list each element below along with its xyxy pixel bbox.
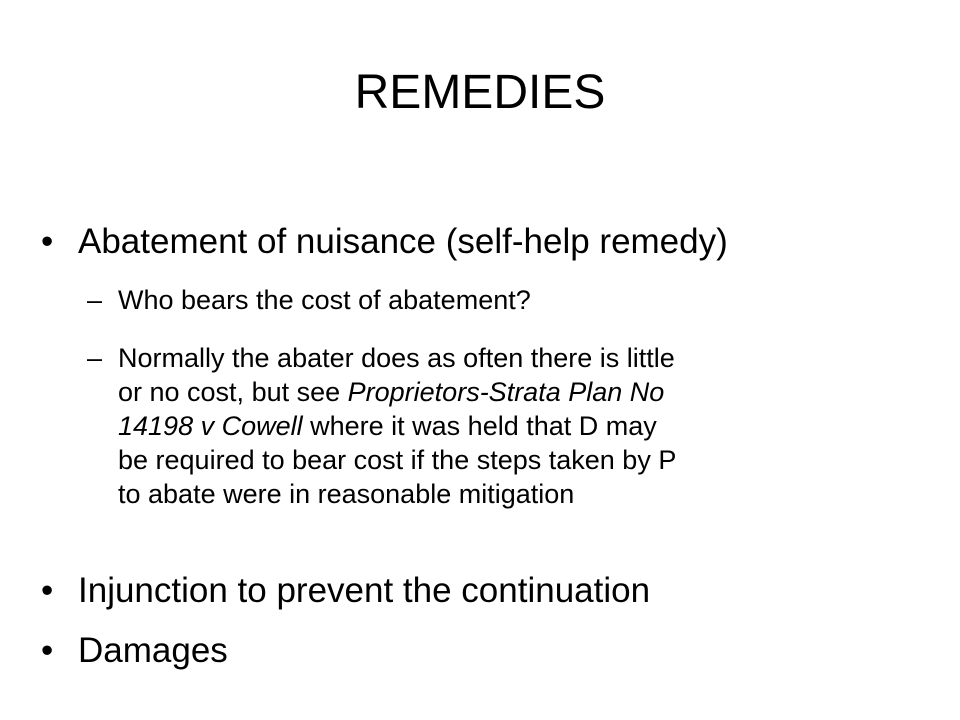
slide-title: REMEDIES xyxy=(354,66,606,119)
bullet-item-injunction xyxy=(41,571,651,611)
bullet-point-icon: • xyxy=(41,631,54,670)
sub-item-line-2 xyxy=(118,375,908,409)
sub-item-text: to abate were in reasonable mitigation xyxy=(118,479,575,509)
sub-item-text: Normally the abater does as often there is little xyxy=(118,343,675,373)
sub-item-text: Who bears the cost of abatement? xyxy=(118,285,531,315)
dash-icon: – xyxy=(87,343,103,373)
sub-item-text: or no cost, but see xyxy=(118,377,348,407)
case-name-italic: 14198 v Cowell xyxy=(118,411,303,441)
sub-item-normally-abater xyxy=(87,341,908,511)
sub-item-cost-question xyxy=(87,283,531,317)
sub-item-line-3 xyxy=(118,409,908,443)
bullet-point-icon: • xyxy=(41,222,54,261)
bullet-text: Damages xyxy=(78,631,228,670)
sub-item-line-1 xyxy=(118,341,908,375)
bullet-item-damages xyxy=(41,631,228,671)
bullet-item-abatement xyxy=(41,222,728,262)
case-name-italic: Proprietors-Strata Plan No xyxy=(347,377,665,407)
sub-item-text: where it was held that D may xyxy=(302,411,657,441)
sub-item-line-5 xyxy=(118,477,908,511)
bullet-point-icon: • xyxy=(41,571,54,610)
bullet-text: Injunction to prevent the continuation xyxy=(78,571,651,610)
bullet-text: Abatement of nuisance (self-help remedy) xyxy=(78,222,728,261)
sub-item-text: be required to bear cost if the steps taken by P xyxy=(118,445,677,475)
dash-icon: – xyxy=(87,285,103,315)
sub-item-line-4 xyxy=(118,443,908,477)
